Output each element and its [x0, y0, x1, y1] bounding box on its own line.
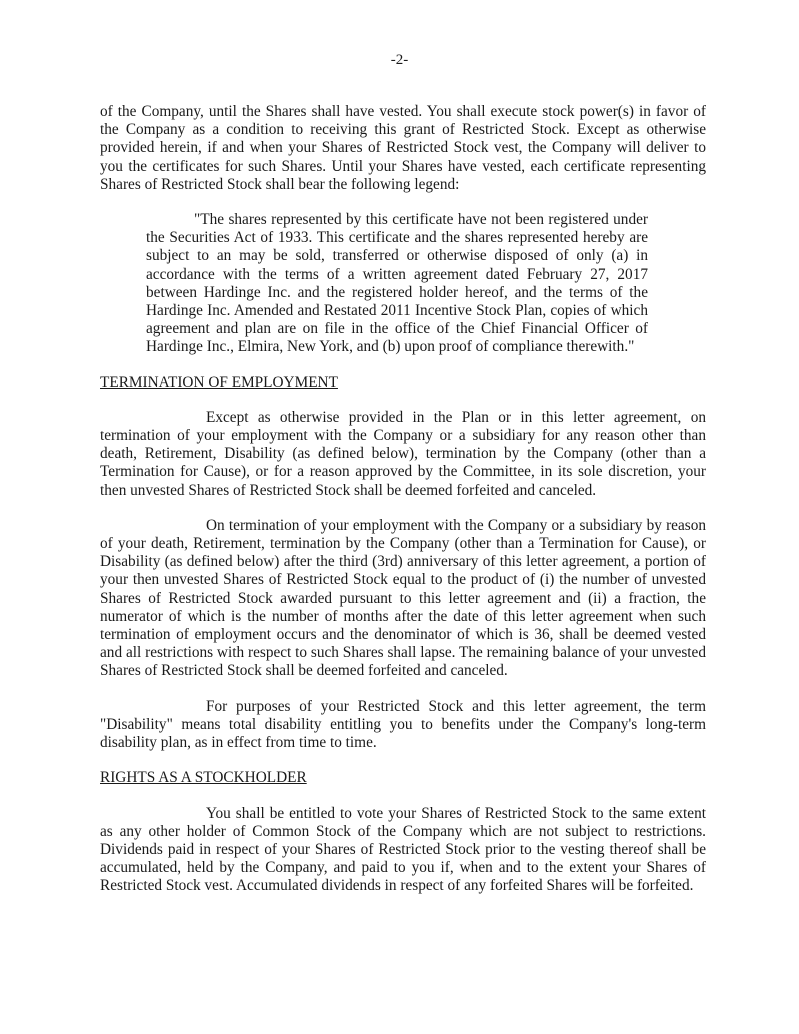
page-number: -2-	[390, 52, 409, 68]
termination-paragraph-1: Except as otherwise provided in the Plan or in this letter agreement, on termination of your employment with the Company or a subsidiary for any reason other than death, Retirement, Disability (as defined below), termination by the Company (other than a Termination for Cause), or for a reason approved by the Committee, in its sole discretion, your then unvested Shares of Restricted Stock shall be deemed forfeited and canceled.	[100, 408, 706, 499]
certificate-legend: "The shares represented by this certificate have not been registered under the Securities Act of 1933. This certificate and the shares represented hereby are subject to an may be sold, transferred or otherwise disposed of only (a) in accordance with the terms of a written agreement dated February 27, 2017 between Hardinge Inc. and the registered holder hereof, and the terms of the Hardinge Inc. Amended and Restated 2011 Incentive Stock Plan, copies of which agreement and plan are on file in the office of the Chief Financial Officer of Hardinge Inc., Elmira, New York, and (b) upon proof of compliance therewith."	[146, 211, 648, 356]
termination-paragraph-2: On termination of your employment with the Company or a subsidiary by reason of your death, Retirement, termination by the Company (other than a Termination for Cause), or Disability (as defined below) after the third (3rd) anniversary of this letter agreement, a portion of your then unvested Shares of Restricted Stock equal to the product of (i) the number of unvested Shares of Restricted Stock awarded pursuant to this letter agreement and (ii) a fraction, the numerator of which is the number of months after the date of this letter agreement when such termination of employment occurs and the denominator of which is 36, shall be deemed vested and all restrictions with respect to such Shares shall lapse. The remaining balance of your unvested Shares of Restricted Stock shall be deemed forfeited and canceled.	[100, 516, 706, 680]
intro-paragraph: of the Company, until the Shares shall have vested. You shall execute stock power(s) in favor of the Company as a condition to receiving this grant of Restricted Stock. Except as otherwise provided herein, if and when your Shares of Restricted Stock vest, the Company will deliver to you the certificates for such Shares. Until your Shares have vested, each certificate representing Shares of Restricted Stock shall bear the following legend:	[100, 103, 706, 193]
rights-heading: RIGHTS AS A STOCKHOLDER	[100, 769, 307, 787]
termination-heading: TERMINATION OF EMPLOYMENT	[100, 373, 338, 391]
document-body	[100, 103, 706, 913]
rights-paragraph-1: You shall be entitled to vote your Shares of Restricted Stock to the same extent as any other holder of Common Stock of the Company which are not subject to restrictions. Dividends paid in respect of your Shares of Restricted Stock prior to the vesting thereof shall be accumulated, held by the Company, and paid to you if, when and to the extent your Shares of Restricted Stock vest. Accumulated dividends in respect of any forfeited Shares will be forfeited.	[100, 804, 706, 895]
termination-paragraph-3: For purposes of your Restricted Stock and this letter agreement, the term "Disability" means total disability entitling you to benefits under the Company's long-term disability plan, as in effect from time to time.	[100, 697, 706, 752]
